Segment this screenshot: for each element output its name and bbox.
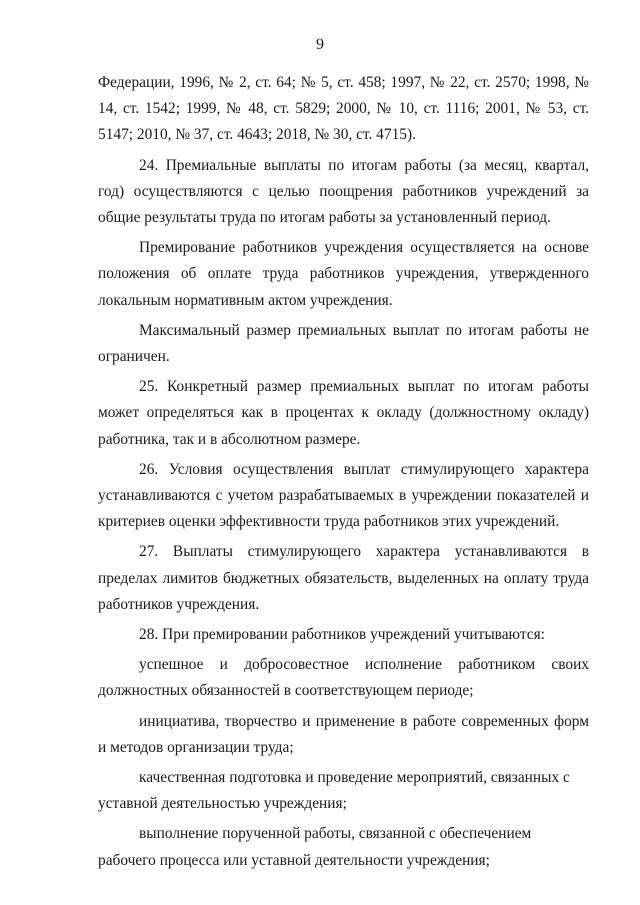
paragraph-item-26: 26. Условия осуществления выплат стимулирующего характера устанавливаются с учетом разрабатываемых в учреждении показателей и критериев оценки эффективности труда работников этих учреждений. bbox=[98, 460, 589, 531]
list-item-duties-performance: успешное и добросовестное исполнение работником своих должностных обязанностей в соответствующем периоде; bbox=[98, 656, 589, 700]
paragraph-item-25: 25. Конкретный размер премиальных выплат по итогам работы может определяться как в процентах к окладу (должностному окладу) работника, так и в абсолютном размере. bbox=[98, 378, 589, 448]
paragraph-bonus-maximum: Максимальный размер премиальных выплат по итогам работы не ограничен. bbox=[98, 321, 589, 366]
paragraph-legal-citation-continuation: Федерации, 1996, № 2, ст. 64; № 5, ст. 458; 1997, № 22, ст. 2570; 1998, № 14, ст. 1542; 1999, № 48, ст. 5829; 2000, № 10, ст. 1116; 2001, № 53, ст. 5147; 2010, № 37, ст. 4643; 2018, № 30, ст. 4715). bbox=[98, 74, 589, 144]
paragraph-bonus-regulation: Премирование работников учреждения осуществляется на основе положения об оплате труда работников учреждения, утвержденного локальным нормативным актом учреждения. bbox=[98, 239, 589, 309]
list-item-initiative: инициатива, творчество и применение в работе современных форм и методов организации труда; bbox=[98, 712, 589, 756]
paragraph-item-28: 28. При премировании работников учреждений учитываются: bbox=[139, 626, 545, 644]
list-item-events-preparation: качественная подготовка и проведение мероприятий, связанных с уставной деятельностью учреждения; bbox=[98, 769, 570, 813]
paragraph-item-27: 27. Выплаты стимулирующего характера устанавливаются в пределах лимитов бюджетных обязательств, выделенных на оплату труда работников учреждения. bbox=[98, 543, 589, 613]
paragraph-item-24: 24. Премиальные выплаты по итогам работы (за месяц, квартал, год) осуществляются с целью поощрения работников учреждений за общие результаты труда по итогам работы за установленный период. bbox=[98, 156, 589, 227]
list-item-assigned-work: выполнение порученной работы, связанной с обеспечением рабочего процесса или уставной деятельности учреждения; bbox=[98, 825, 532, 869]
page-number: 9 bbox=[316, 36, 324, 53]
document-body bbox=[98, 70, 589, 874]
